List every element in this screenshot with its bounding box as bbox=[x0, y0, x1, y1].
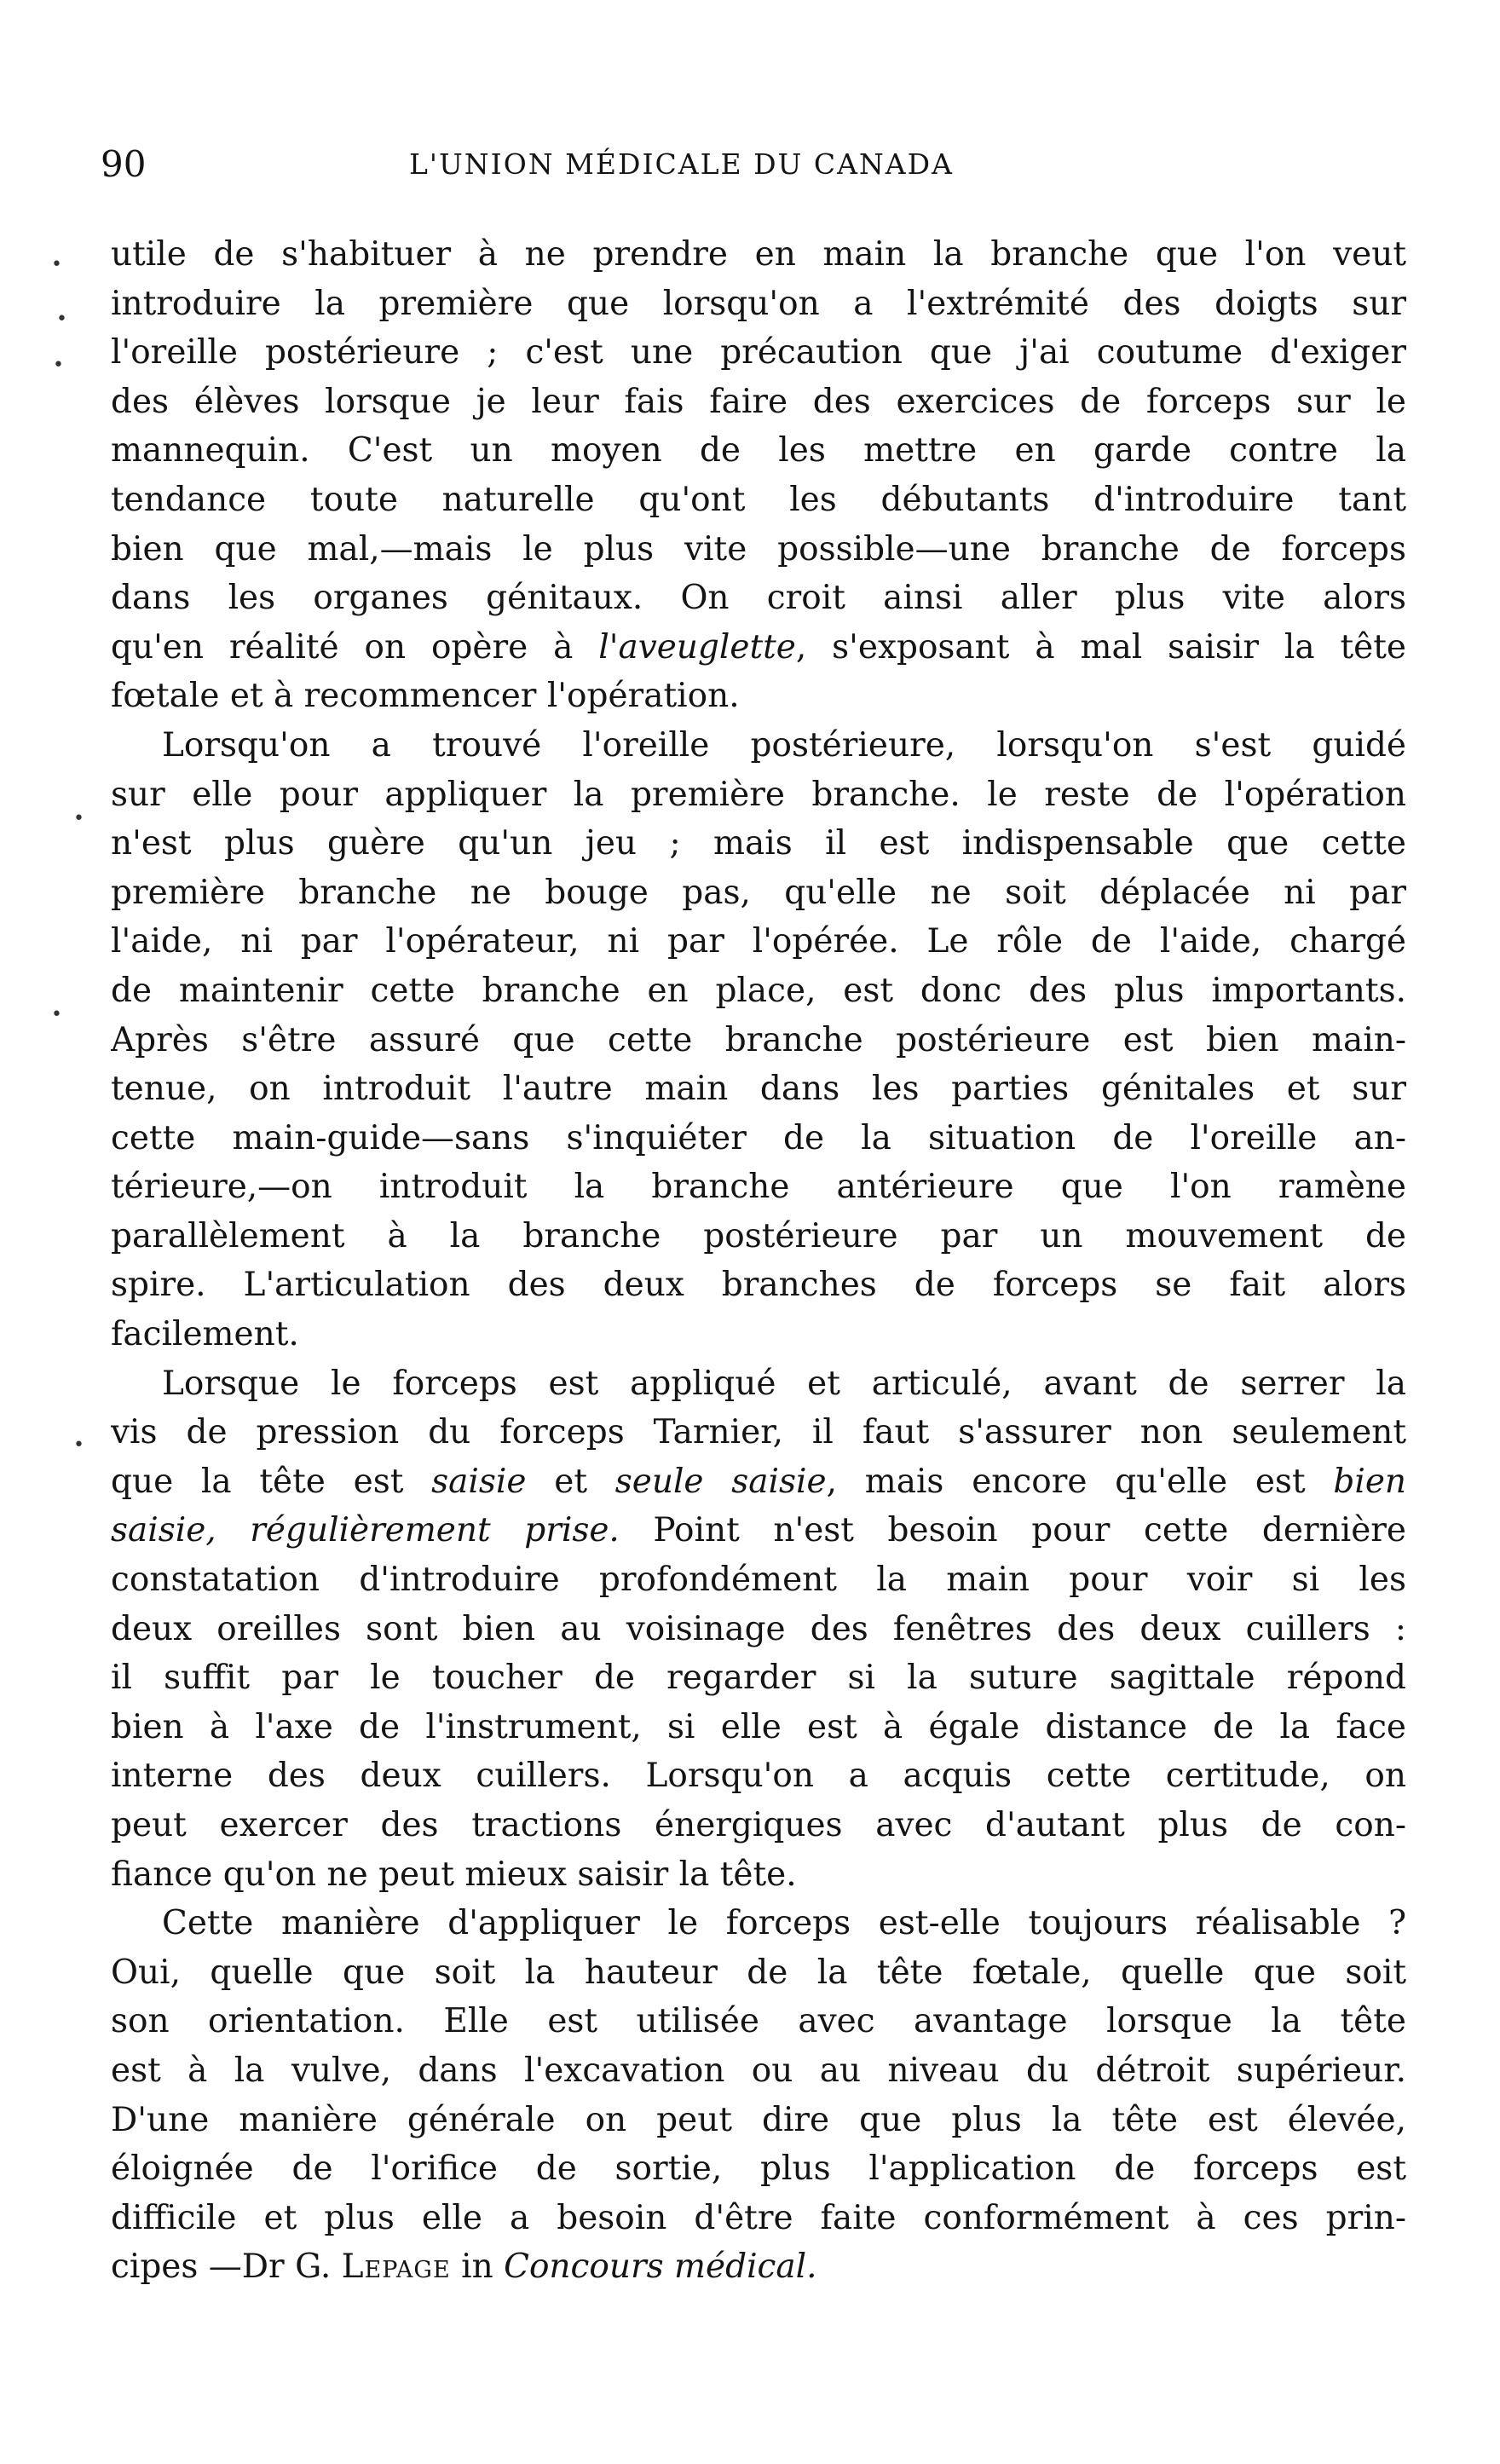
text-line: utile de s'habituer à ne prendre en main la branche que l'on veut bbox=[111, 235, 1406, 274]
text-line: deux oreilles sont bien au voisinage des fenêtres des deux cuillers : bbox=[111, 1609, 1406, 1648]
text-line: térieure,—on introduit la branche antérieure que l'on ramène bbox=[111, 1168, 1406, 1207]
text-line: mannequin. C'est un moyen de les mettre en garde contre la bbox=[111, 431, 1406, 470]
text-line: parallèlement à la branche postérieure par un mouvement de bbox=[111, 1216, 1406, 1255]
signature-line bbox=[111, 2242, 1406, 2292]
text-line: Lorsqu'on a trouvé l'oreille postérieure, lorsqu'on s'est guidé bbox=[162, 725, 1406, 765]
text-line: cette main-guide—sans s'inquiéter de la situation de l'oreille an- bbox=[111, 1118, 1406, 1157]
page-number: 90 bbox=[101, 143, 147, 185]
signature-connector: in bbox=[450, 2248, 505, 2287]
article-body bbox=[111, 230, 1406, 2292]
text-line: constatation d'introduire profondément la main pour voir si les bbox=[111, 1561, 1406, 1600]
text-line: sur elle pour appliquer la première branche. le reste de l'opération bbox=[111, 775, 1406, 814]
text-line: saisie, régulièrement prise. Point n'est besoin pour cette dernière bbox=[111, 1511, 1406, 1550]
text-line: dans les organes génitaux. On croit ainsi aller plus vite alors bbox=[111, 579, 1406, 618]
text-line: que la tête est saisie et seule saisie, mais encore qu'elle est bien bbox=[111, 1462, 1406, 1501]
text-line: fiance qu'on ne peut mieux saisir la tête. bbox=[111, 1855, 797, 1894]
text-line: tendance toute naturelle qu'ont les débutants d'introduire tant bbox=[111, 480, 1406, 519]
text-line: facilement. bbox=[111, 1315, 299, 1354]
text-line: peut exercer des tractions énergiques avec d'autant plus de con- bbox=[111, 1806, 1406, 1844]
margin-mark-dot: • bbox=[51, 1004, 62, 1025]
text-line: Cette manière d'appliquer le forceps est-elle toujours réalisable ? bbox=[162, 1904, 1406, 1943]
text-line: l'aide, ni par l'opérateur, ni par l'opérée. Le rôle de l'aide, chargé bbox=[111, 922, 1406, 961]
italic-phrase: bien bbox=[1333, 1462, 1406, 1501]
text-line: spire. L'articulation des deux branches de forceps se fait alors bbox=[111, 1266, 1406, 1305]
text-line: Lorsque le forceps est appliqué et articulé, avant de serrer la bbox=[162, 1364, 1406, 1403]
text-line: est à la vulve, dans l'excavation ou au niveau du détroit supérieur. bbox=[111, 2051, 1406, 2090]
margin-mark-dot: • bbox=[56, 309, 67, 330]
text-line: son orientation. Elle est utilisée avec avantage lorsque la tête bbox=[111, 2002, 1406, 2041]
text-line: bien que mal,—mais le plus vite possible—une branche de forceps bbox=[111, 529, 1406, 568]
text-line: de maintenir cette branche en place, est donc des plus importants. bbox=[111, 971, 1406, 1010]
italic-phrase: seule saisie bbox=[614, 1462, 827, 1501]
text-line: qu'en réalité on opère à l'aveuglette, s'exposant à mal saisir la tête bbox=[111, 627, 1406, 666]
text-line: D'une manière générale on peut dire que plus la tête est élevée, bbox=[111, 2100, 1406, 2139]
margin-mark-dot: • bbox=[53, 355, 64, 376]
text-line: fœtale et à recommencer l'opération. bbox=[111, 677, 740, 716]
italic-phrase: l'aveuglette bbox=[598, 627, 796, 666]
signature-author: Lepage bbox=[341, 2248, 451, 2287]
margin-mark-dot: • bbox=[73, 1434, 84, 1456]
text-line: interne des deux cuillers. Lorsqu'on a acquis cette certitude, on bbox=[111, 1757, 1406, 1796]
italic-phrase: saisie, régulièrement prise. bbox=[111, 1511, 620, 1550]
text-line: difficile et plus elle a besoin d'être faite conformément à ces prin- bbox=[111, 2198, 1406, 2237]
italic-phrase: saisie bbox=[403, 1462, 555, 1501]
text-line: tenue, on introduit l'autre main dans les parties génitales et sur bbox=[111, 1070, 1406, 1109]
text-line: il suffit par le toucher de regarder si la suture sagittale répond bbox=[111, 1659, 1406, 1698]
text-line: bien à l'axe de l'instrument, si elle est à égale distance de la face bbox=[111, 1707, 1406, 1746]
text-line: l'oreille postérieure ; c'est une précaution que j'ai coutume d'exiger bbox=[111, 333, 1406, 372]
text-line: n'est plus guère qu'un jeu ; mais il est indispensable que cette bbox=[111, 824, 1406, 863]
text-line: éloignée de l'orifice de sortie, plus l'application de forceps est bbox=[111, 2150, 1406, 2189]
margin-mark-dot: • bbox=[73, 808, 84, 829]
text-line: Après s'être assuré que cette branche postérieure est bien main- bbox=[111, 1020, 1406, 1059]
text-line: Oui, quelle que soit la hauteur de la tête fœtale, quelle que soit bbox=[111, 1953, 1406, 1992]
signature-prefix: cipes —Dr G. bbox=[111, 2248, 342, 2287]
paragraph-4 bbox=[111, 1899, 1406, 2292]
running-title: L'UNION MÉDICALE DU CANADA bbox=[409, 147, 954, 181]
signature-source: Concours médical. bbox=[504, 2248, 817, 2287]
paragraph-1 bbox=[111, 230, 1406, 721]
text-line: vis de pression du forceps Tarnier, il faut s'assurer non seulement bbox=[111, 1413, 1406, 1452]
text-line: introduire la première que lorsqu'on a l'extrémité des doigts sur bbox=[111, 284, 1406, 323]
text-line: première branche ne bouge pas, qu'elle ne soit déplacée ni par bbox=[111, 873, 1406, 912]
text-line: des élèves lorsque je leur fais faire des exercices de forceps sur le bbox=[111, 382, 1406, 421]
margin-mark-dot: • bbox=[51, 254, 62, 275]
paragraph-3 bbox=[111, 1359, 1406, 1900]
paragraph-2 bbox=[111, 721, 1406, 1359]
